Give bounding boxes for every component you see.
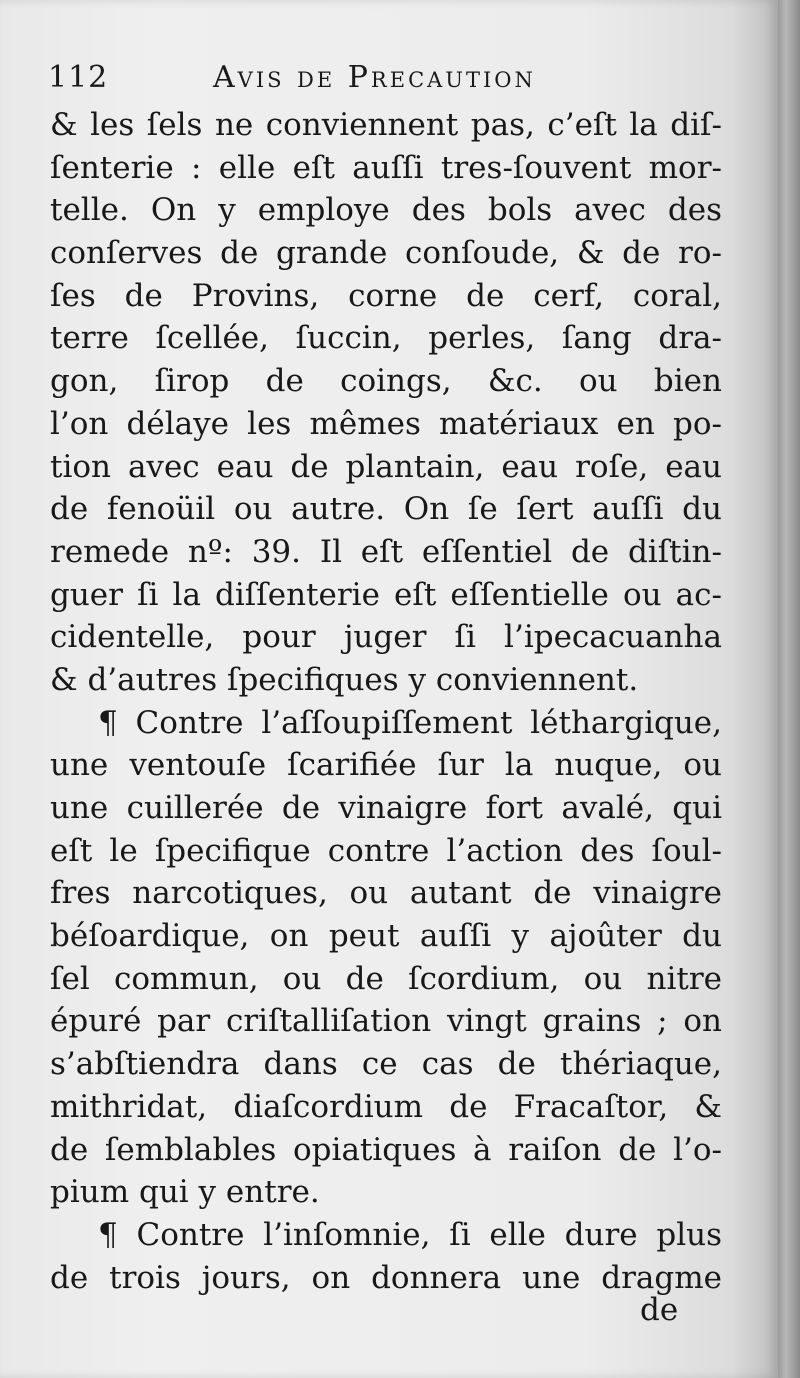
text-line: ſenterie : elle eſt auſſi tres-ſouvent mor- [50,149,722,186]
text-line: de fenoüil ou autre. On ſe ſert auſſi du [50,491,722,528]
text-line: & d’autres ſpecifiques y conviennent. [50,661,639,698]
text-line: tion avec eau de plantain, eau roſe, eau [50,448,722,485]
text-line: eſt le ſpecifique contre l’action des ſoul- [50,832,722,869]
text-line: & les ſels ne conviennent pas, c’eſt la diſ- [50,107,722,143]
page-header [48,60,728,100]
text-line: l’on délaye les mêmes matériaux en po- [50,405,722,442]
text-line: terre ſcellée, ſuccin, perles, ſang dra- [50,320,722,357]
text-line: ſes de Provins, corne de cerf, coral, [50,277,722,314]
paragraph-start-line: ¶ Contre l’aſſoupiſſement léthargique, [98,704,722,741]
text-line: s’abſtiendra dans ce cas de thériaque, [50,1046,722,1083]
running-head: Avis de Precaution [213,60,536,95]
text-line: guer ſi la diſſenterie eſt eſſentielle ou ac- [50,576,722,613]
book-spine-edge [778,0,800,1378]
body-text [50,104,722,1299]
text-line: conſerves de grande conſoude, & de ro- [50,235,722,272]
text-line: béſoardique, on peut auſſi y ajoûter du [50,918,722,955]
text-line: une cuillerée de vinaigre fort avalé, qui [50,790,722,826]
text-line: ſel commun, ou de ſcordium, ou nitre [50,960,722,997]
text-line: fres narcotiques, ou autant de vinaigre [50,875,722,912]
text-line: gon, ſirop de coings, &c. ou bien [50,363,722,400]
paragraph-start-line: ¶ Contre l’inſomnie, ſi elle dure plus [98,1216,722,1253]
text-line: cidentelle, pour juger ſi l’ipecacuanha [50,619,722,656]
text-line: de trois jours, on donnera une dragme [50,1259,722,1296]
catchword: de [640,1292,679,1328]
text-line: de ſemblables opiatiques à raiſon de l’o- [50,1131,722,1168]
text-line: remede nº: 39. Il eſt eſſentiel de diſtin- [50,533,722,570]
text-line: épuré par criſtalliſation vingt grains ; on [50,1003,722,1040]
text-line: telle. On y employe des bols avec des [50,192,722,229]
page-number: 112 [48,60,109,95]
text-line: pium qui y entre. [50,1174,320,1211]
text-line: mithridat, diaſcordium de Fracaſtor, & [50,1088,722,1125]
text-line: une ventouſe ſcarifiée ſur la nuque, ou [50,747,722,784]
